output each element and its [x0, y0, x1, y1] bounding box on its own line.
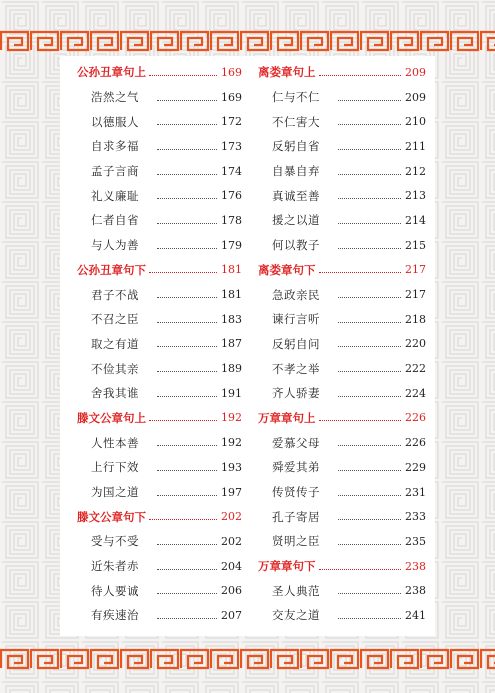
dot-leader	[338, 470, 401, 471]
dot-leader	[338, 149, 401, 150]
page-number: 204	[221, 559, 242, 573]
toc-entry[interactable]	[77, 603, 242, 628]
dot-leader	[157, 223, 217, 224]
dot-leader	[338, 198, 401, 199]
toc-entry[interactable]	[258, 504, 426, 529]
entry-title: 传贤传子	[272, 485, 320, 500]
page-number: 224	[405, 386, 426, 400]
toc-entry[interactable]	[258, 578, 426, 603]
dot-leader	[157, 174, 217, 175]
dot-leader	[319, 272, 402, 273]
toc-entry[interactable]	[77, 480, 242, 505]
page-number: 191	[221, 386, 242, 400]
toc-entry[interactable]	[77, 183, 242, 208]
entry-title: 舍我其谁	[91, 386, 139, 401]
toc-entry[interactable]	[77, 208, 242, 233]
dot-leader	[157, 618, 217, 619]
dot-leader	[157, 593, 217, 594]
page-number: 238	[405, 584, 426, 598]
page-number: 178	[221, 213, 242, 227]
page-number: 202	[221, 534, 242, 548]
dot-leader	[157, 445, 217, 446]
chapter-title: 万章章句下	[258, 559, 316, 574]
dot-leader	[157, 100, 217, 101]
dot-leader	[338, 174, 401, 175]
toc-entry[interactable]	[77, 578, 242, 603]
page-number: 176	[221, 189, 242, 203]
toc-entry[interactable]	[258, 134, 426, 159]
dot-leader	[338, 100, 401, 101]
entry-title: 君子不战	[91, 287, 139, 302]
toc-entry[interactable]	[77, 554, 242, 579]
dot-leader	[338, 371, 401, 372]
dot-leader	[157, 569, 217, 570]
toc-entry[interactable]	[77, 430, 242, 455]
dot-leader	[157, 371, 217, 372]
entry-title: 援之以道	[272, 213, 320, 228]
page-number: 226	[405, 436, 426, 450]
page-number: 169	[221, 90, 242, 104]
page-number: 215	[405, 238, 426, 252]
page-number: 179	[221, 238, 242, 252]
dot-leader	[149, 420, 217, 421]
chapter-title: 离娄章句上	[258, 65, 316, 80]
dot-leader	[157, 470, 217, 471]
page-number: 169	[221, 65, 242, 79]
entry-title: 自求多福	[91, 139, 139, 154]
dot-leader	[157, 346, 217, 347]
entry-title: 不孝之举	[272, 361, 320, 376]
toc-entry[interactable]	[258, 282, 426, 307]
page-number: 183	[221, 312, 242, 326]
toc-entry[interactable]	[258, 208, 426, 233]
page-number: 233	[405, 510, 426, 524]
dot-leader	[319, 75, 402, 76]
page-number: 206	[221, 584, 242, 598]
page-number: 229	[405, 460, 426, 474]
entry-title: 不召之臣	[91, 312, 139, 327]
entry-title: 齐人骄妻	[272, 386, 320, 401]
page-number: 213	[405, 189, 426, 203]
page-number: 181	[221, 263, 242, 277]
page-number: 220	[405, 337, 426, 351]
toc-entry[interactable]	[258, 233, 426, 258]
toc-entry[interactable]	[77, 134, 242, 159]
toc-entry[interactable]	[258, 183, 426, 208]
toc-chapter-heading[interactable]	[258, 60, 426, 85]
toc-entry[interactable]	[258, 529, 426, 554]
entry-title: 仁者自省	[91, 213, 139, 228]
entry-title: 谏行言听	[272, 312, 320, 327]
toc-entry[interactable]	[258, 430, 426, 455]
page-number: 189	[221, 362, 242, 376]
toc-entry[interactable]	[77, 109, 242, 134]
page-number: 238	[405, 559, 426, 573]
toc-chapter-heading[interactable]	[77, 258, 242, 283]
dot-leader	[319, 420, 402, 421]
dot-leader	[338, 124, 401, 125]
entry-title: 以德服人	[91, 114, 139, 129]
chapter-title: 公孙丑章句下	[77, 262, 146, 277]
page-number: 187	[221, 337, 242, 351]
entry-title: 反躬自问	[272, 336, 320, 351]
dot-leader	[157, 124, 217, 125]
page-number: 174	[221, 164, 242, 178]
dot-leader	[338, 495, 401, 496]
toc-entry[interactable]	[258, 356, 426, 381]
page-number: 241	[405, 608, 426, 622]
entry-title: 舜爱其弟	[272, 460, 320, 475]
dot-leader	[157, 248, 217, 249]
page-number: 222	[405, 362, 426, 376]
page-number: 218	[405, 312, 426, 326]
entry-title: 为国之道	[91, 485, 139, 500]
page-number: 197	[221, 485, 242, 499]
entry-title: 反躬自省	[272, 139, 320, 154]
page-number: 193	[221, 460, 242, 474]
page-number: 235	[405, 534, 426, 548]
dot-leader	[338, 445, 401, 446]
chapter-title: 离娄章句下	[258, 262, 316, 277]
entry-title: 受与不受	[91, 534, 139, 549]
dot-leader	[157, 198, 217, 199]
entry-title: 孔子寄居	[272, 509, 320, 524]
toc-entry[interactable]	[258, 480, 426, 505]
toc-entry[interactable]	[258, 332, 426, 357]
dot-leader	[338, 593, 401, 594]
dot-leader	[338, 346, 401, 347]
page-number: 192	[221, 436, 242, 450]
top-fret-border	[0, 30, 495, 52]
toc-chapter-heading[interactable]	[258, 258, 426, 283]
dot-leader	[157, 149, 217, 150]
page-number: 210	[405, 115, 426, 129]
dot-leader	[157, 544, 217, 545]
entry-title: 何以教子	[272, 238, 320, 253]
toc-entry[interactable]	[258, 109, 426, 134]
page-number: 172	[221, 115, 242, 129]
dot-leader	[338, 223, 401, 224]
toc-entry[interactable]	[77, 159, 242, 184]
toc-entry[interactable]	[77, 282, 242, 307]
entry-title: 待人要诚	[91, 583, 139, 598]
toc-entry[interactable]	[258, 381, 426, 406]
toc-left-column	[77, 60, 242, 628]
dot-leader	[157, 297, 217, 298]
page-number: 181	[221, 288, 242, 302]
entry-title: 爱慕父母	[272, 435, 320, 450]
page-number: 209	[405, 65, 426, 79]
toc-chapter-heading[interactable]	[258, 554, 426, 579]
toc-entry[interactable]	[77, 529, 242, 554]
entry-title: 不仁害大	[272, 114, 320, 129]
entry-title: 浩然之气	[91, 90, 139, 105]
dot-leader	[338, 396, 401, 397]
entry-title: 取之有道	[91, 336, 139, 351]
toc-right-column	[258, 60, 426, 628]
toc-entry[interactable]	[258, 307, 426, 332]
toc-chapter-heading[interactable]	[77, 60, 242, 85]
entry-title: 上行下效	[91, 460, 139, 475]
chapter-title: 滕文公章句上	[77, 410, 146, 425]
dot-leader	[149, 519, 217, 520]
dot-leader	[157, 322, 217, 323]
dot-leader	[338, 248, 401, 249]
page-number: 231	[405, 485, 426, 499]
toc-chapter-heading[interactable]	[77, 406, 242, 431]
entry-title: 急政亲民	[272, 287, 320, 302]
toc-entry[interactable]	[77, 85, 242, 110]
page-number: 217	[405, 263, 426, 277]
toc-entry[interactable]	[258, 455, 426, 480]
dot-leader	[338, 297, 401, 298]
entry-title: 与人为善	[91, 238, 139, 253]
page-number: 207	[221, 608, 242, 622]
dot-leader	[319, 569, 402, 570]
page-number: 192	[221, 411, 242, 425]
dot-leader	[338, 544, 401, 545]
toc-chapter-heading[interactable]	[77, 504, 242, 529]
entry-title: 圣人典范	[272, 583, 320, 598]
entry-title: 近朱者赤	[91, 559, 139, 574]
page-number: 217	[405, 288, 426, 302]
page-number: 202	[221, 510, 242, 524]
entry-title: 孟子言商	[91, 164, 139, 179]
toc-chapter-heading[interactable]	[258, 406, 426, 431]
toc-entry[interactable]	[258, 85, 426, 110]
toc-entry[interactable]	[258, 159, 426, 184]
chapter-title: 滕文公章句下	[77, 509, 146, 524]
page-number: 214	[405, 213, 426, 227]
page-number: 211	[405, 139, 426, 153]
entry-title: 礼义廉耻	[91, 188, 139, 203]
chapter-title: 万章章句上	[258, 410, 316, 425]
entry-title: 贤明之臣	[272, 534, 320, 549]
chapter-title: 公孙丑章句上	[77, 65, 146, 80]
entry-title: 不俭其亲	[91, 361, 139, 376]
entry-title: 有疾速治	[91, 608, 139, 623]
toc-entry[interactable]	[258, 603, 426, 628]
toc-entry[interactable]	[77, 356, 242, 381]
entry-title: 真诚至善	[272, 188, 320, 203]
page-number: 226	[405, 411, 426, 425]
dot-leader	[338, 618, 401, 619]
dot-leader	[157, 495, 217, 496]
page-number: 209	[405, 90, 426, 104]
dot-leader	[338, 322, 401, 323]
entry-title: 人性本善	[91, 435, 139, 450]
dot-leader	[157, 396, 217, 397]
toc-entry[interactable]	[77, 381, 242, 406]
toc-entry[interactable]	[77, 332, 242, 357]
toc-entry[interactable]	[77, 455, 242, 480]
dot-leader	[338, 519, 401, 520]
page-number: 173	[221, 139, 242, 153]
toc-entry[interactable]	[77, 233, 242, 258]
entry-title: 交友之道	[272, 608, 320, 623]
bottom-fret-border	[0, 648, 495, 670]
dot-leader	[149, 272, 217, 273]
entry-title: 仁与不仁	[272, 90, 320, 105]
dot-leader	[149, 75, 217, 76]
page-number: 212	[405, 164, 426, 178]
toc-entry[interactable]	[77, 307, 242, 332]
entry-title: 自暴自弃	[272, 164, 320, 179]
